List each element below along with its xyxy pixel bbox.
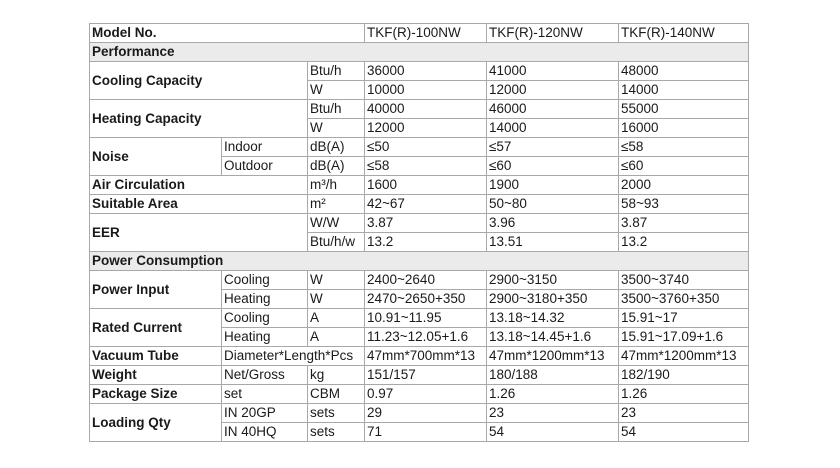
unit-cell: Btu/h/w <box>308 233 365 252</box>
unit-cell: W <box>308 119 365 138</box>
value-cell: 182/190 <box>619 366 749 385</box>
vacuum-tube-label: Vacuum Tube <box>90 347 222 366</box>
value-cell: 3.96 <box>487 214 619 233</box>
value-cell: 47mm*1200mm*13 <box>487 347 619 366</box>
value-cell: 41000 <box>487 62 619 81</box>
unit-cell: sets <box>308 423 365 442</box>
value-cell: 3.87 <box>365 214 487 233</box>
value-cell: 1900 <box>487 176 619 195</box>
table-row <box>90 214 749 233</box>
value-cell: 11.23~12.05+1.6 <box>365 328 487 347</box>
model-name: TKF(R)-140NW <box>619 24 749 43</box>
unit-cell: m² <box>308 195 365 214</box>
value-cell: 2000 <box>619 176 749 195</box>
value-cell: 46000 <box>487 100 619 119</box>
value-cell: 55000 <box>619 100 749 119</box>
table-row <box>90 309 749 328</box>
value-cell: 29 <box>365 404 487 423</box>
unit-cell: sets <box>308 404 365 423</box>
table-row <box>90 195 749 214</box>
model-no-label: Model No. <box>90 24 365 43</box>
value-cell: 47mm*1200mm*13 <box>619 347 749 366</box>
unit-cell: CBM <box>308 385 365 404</box>
value-cell: 48000 <box>619 62 749 81</box>
value-cell: 2900~3180+350 <box>487 290 619 309</box>
value-cell: 15.91~17 <box>619 309 749 328</box>
value-cell: 40000 <box>365 100 487 119</box>
sub-cell: Heating <box>222 328 308 347</box>
value-cell: 1600 <box>365 176 487 195</box>
value-cell: 13.2 <box>619 233 749 252</box>
unit-cell: A <box>308 309 365 328</box>
value-cell: 10.91~11.95 <box>365 309 487 328</box>
table-row <box>90 366 749 385</box>
weight-label: Weight <box>90 366 222 385</box>
value-cell: 1.26 <box>487 385 619 404</box>
noise-label: Noise <box>90 138 222 176</box>
value-cell: 71 <box>365 423 487 442</box>
value-cell: 47mm*700mm*13 <box>365 347 487 366</box>
table-row <box>90 404 749 423</box>
value-cell: 16000 <box>619 119 749 138</box>
table-row <box>90 385 749 404</box>
value-cell: 54 <box>487 423 619 442</box>
value-cell: ≤58 <box>365 157 487 176</box>
value-cell: 42~67 <box>365 195 487 214</box>
value-cell: 2400~2640 <box>365 271 487 290</box>
value-cell: 14000 <box>487 119 619 138</box>
value-cell: 23 <box>487 404 619 423</box>
unit-cell: W <box>308 271 365 290</box>
section-performance: Performance <box>90 43 749 62</box>
rated-current-label: Rated Current <box>90 309 222 347</box>
value-cell: 2900~3150 <box>487 271 619 290</box>
value-cell: 13.18~14.32 <box>487 309 619 328</box>
unit-cell: Btu/h <box>308 62 365 81</box>
sub-cell: Indoor <box>222 138 308 157</box>
loading-qty-label: Loading Qty <box>90 404 222 442</box>
value-cell: ≤50 <box>365 138 487 157</box>
value-cell: 13.2 <box>365 233 487 252</box>
unit-cell: W/W <box>308 214 365 233</box>
value-cell: 36000 <box>365 62 487 81</box>
table-row <box>90 271 749 290</box>
sub-cell: Net/Gross <box>222 366 308 385</box>
unit-cell: kg <box>308 366 365 385</box>
package-size-label: Package Size <box>90 385 222 404</box>
value-cell: 1.26 <box>619 385 749 404</box>
value-cell: 23 <box>619 404 749 423</box>
table-row <box>90 24 749 43</box>
sub-cell: Diameter*Length*Pcs <box>222 347 365 366</box>
heating-capacity-label: Heating Capacity <box>90 100 308 138</box>
unit-cell: A <box>308 328 365 347</box>
sub-cell: IN 40HQ <box>222 423 308 442</box>
value-cell: ≤60 <box>619 157 749 176</box>
model-name: TKF(R)-120NW <box>487 24 619 43</box>
value-cell: ≤57 <box>487 138 619 157</box>
table-row <box>90 138 749 157</box>
power-input-label: Power Input <box>90 271 222 309</box>
section-power-consumption: Power Consumption <box>90 252 749 271</box>
table-row <box>90 62 749 81</box>
value-cell: 15.91~17.09+1.6 <box>619 328 749 347</box>
table-row <box>90 347 749 366</box>
unit-cell: Btu/h <box>308 100 365 119</box>
value-cell: 3500~3760+350 <box>619 290 749 309</box>
value-cell: 13.18~14.45+1.6 <box>487 328 619 347</box>
value-cell: 2470~2650+350 <box>365 290 487 309</box>
sub-cell: Cooling <box>222 309 308 328</box>
value-cell: ≤58 <box>619 138 749 157</box>
unit-cell: dB(A) <box>308 138 365 157</box>
air-circulation-label: Air Circulation <box>90 176 308 195</box>
sub-cell: IN 20GP <box>222 404 308 423</box>
value-cell: 0.97 <box>365 385 487 404</box>
table-row <box>90 176 749 195</box>
sub-cell: set <box>222 385 308 404</box>
value-cell: 14000 <box>619 81 749 100</box>
value-cell: 58~93 <box>619 195 749 214</box>
sub-cell: Cooling <box>222 271 308 290</box>
value-cell: 3.87 <box>619 214 749 233</box>
value-cell: 3500~3740 <box>619 271 749 290</box>
table-row <box>90 100 749 119</box>
model-name: TKF(R)-100NW <box>365 24 487 43</box>
value-cell: 54 <box>619 423 749 442</box>
value-cell: 13.51 <box>487 233 619 252</box>
unit-cell: W <box>308 81 365 100</box>
spec-table <box>89 23 749 442</box>
sub-cell: Outdoor <box>222 157 308 176</box>
sub-cell: Heating <box>222 290 308 309</box>
value-cell: ≤60 <box>487 157 619 176</box>
eer-label: EER <box>90 214 308 252</box>
value-cell: 10000 <box>365 81 487 100</box>
section-row <box>90 43 749 62</box>
suitable-area-label: Suitable Area <box>90 195 308 214</box>
unit-cell: dB(A) <box>308 157 365 176</box>
cooling-capacity-label: Cooling Capacity <box>90 62 308 100</box>
value-cell: 50~80 <box>487 195 619 214</box>
value-cell: 151/157 <box>365 366 487 385</box>
section-row <box>90 252 749 271</box>
unit-cell: W <box>308 290 365 309</box>
unit-cell: m³/h <box>308 176 365 195</box>
value-cell: 180/188 <box>487 366 619 385</box>
value-cell: 12000 <box>365 119 487 138</box>
value-cell: 12000 <box>487 81 619 100</box>
